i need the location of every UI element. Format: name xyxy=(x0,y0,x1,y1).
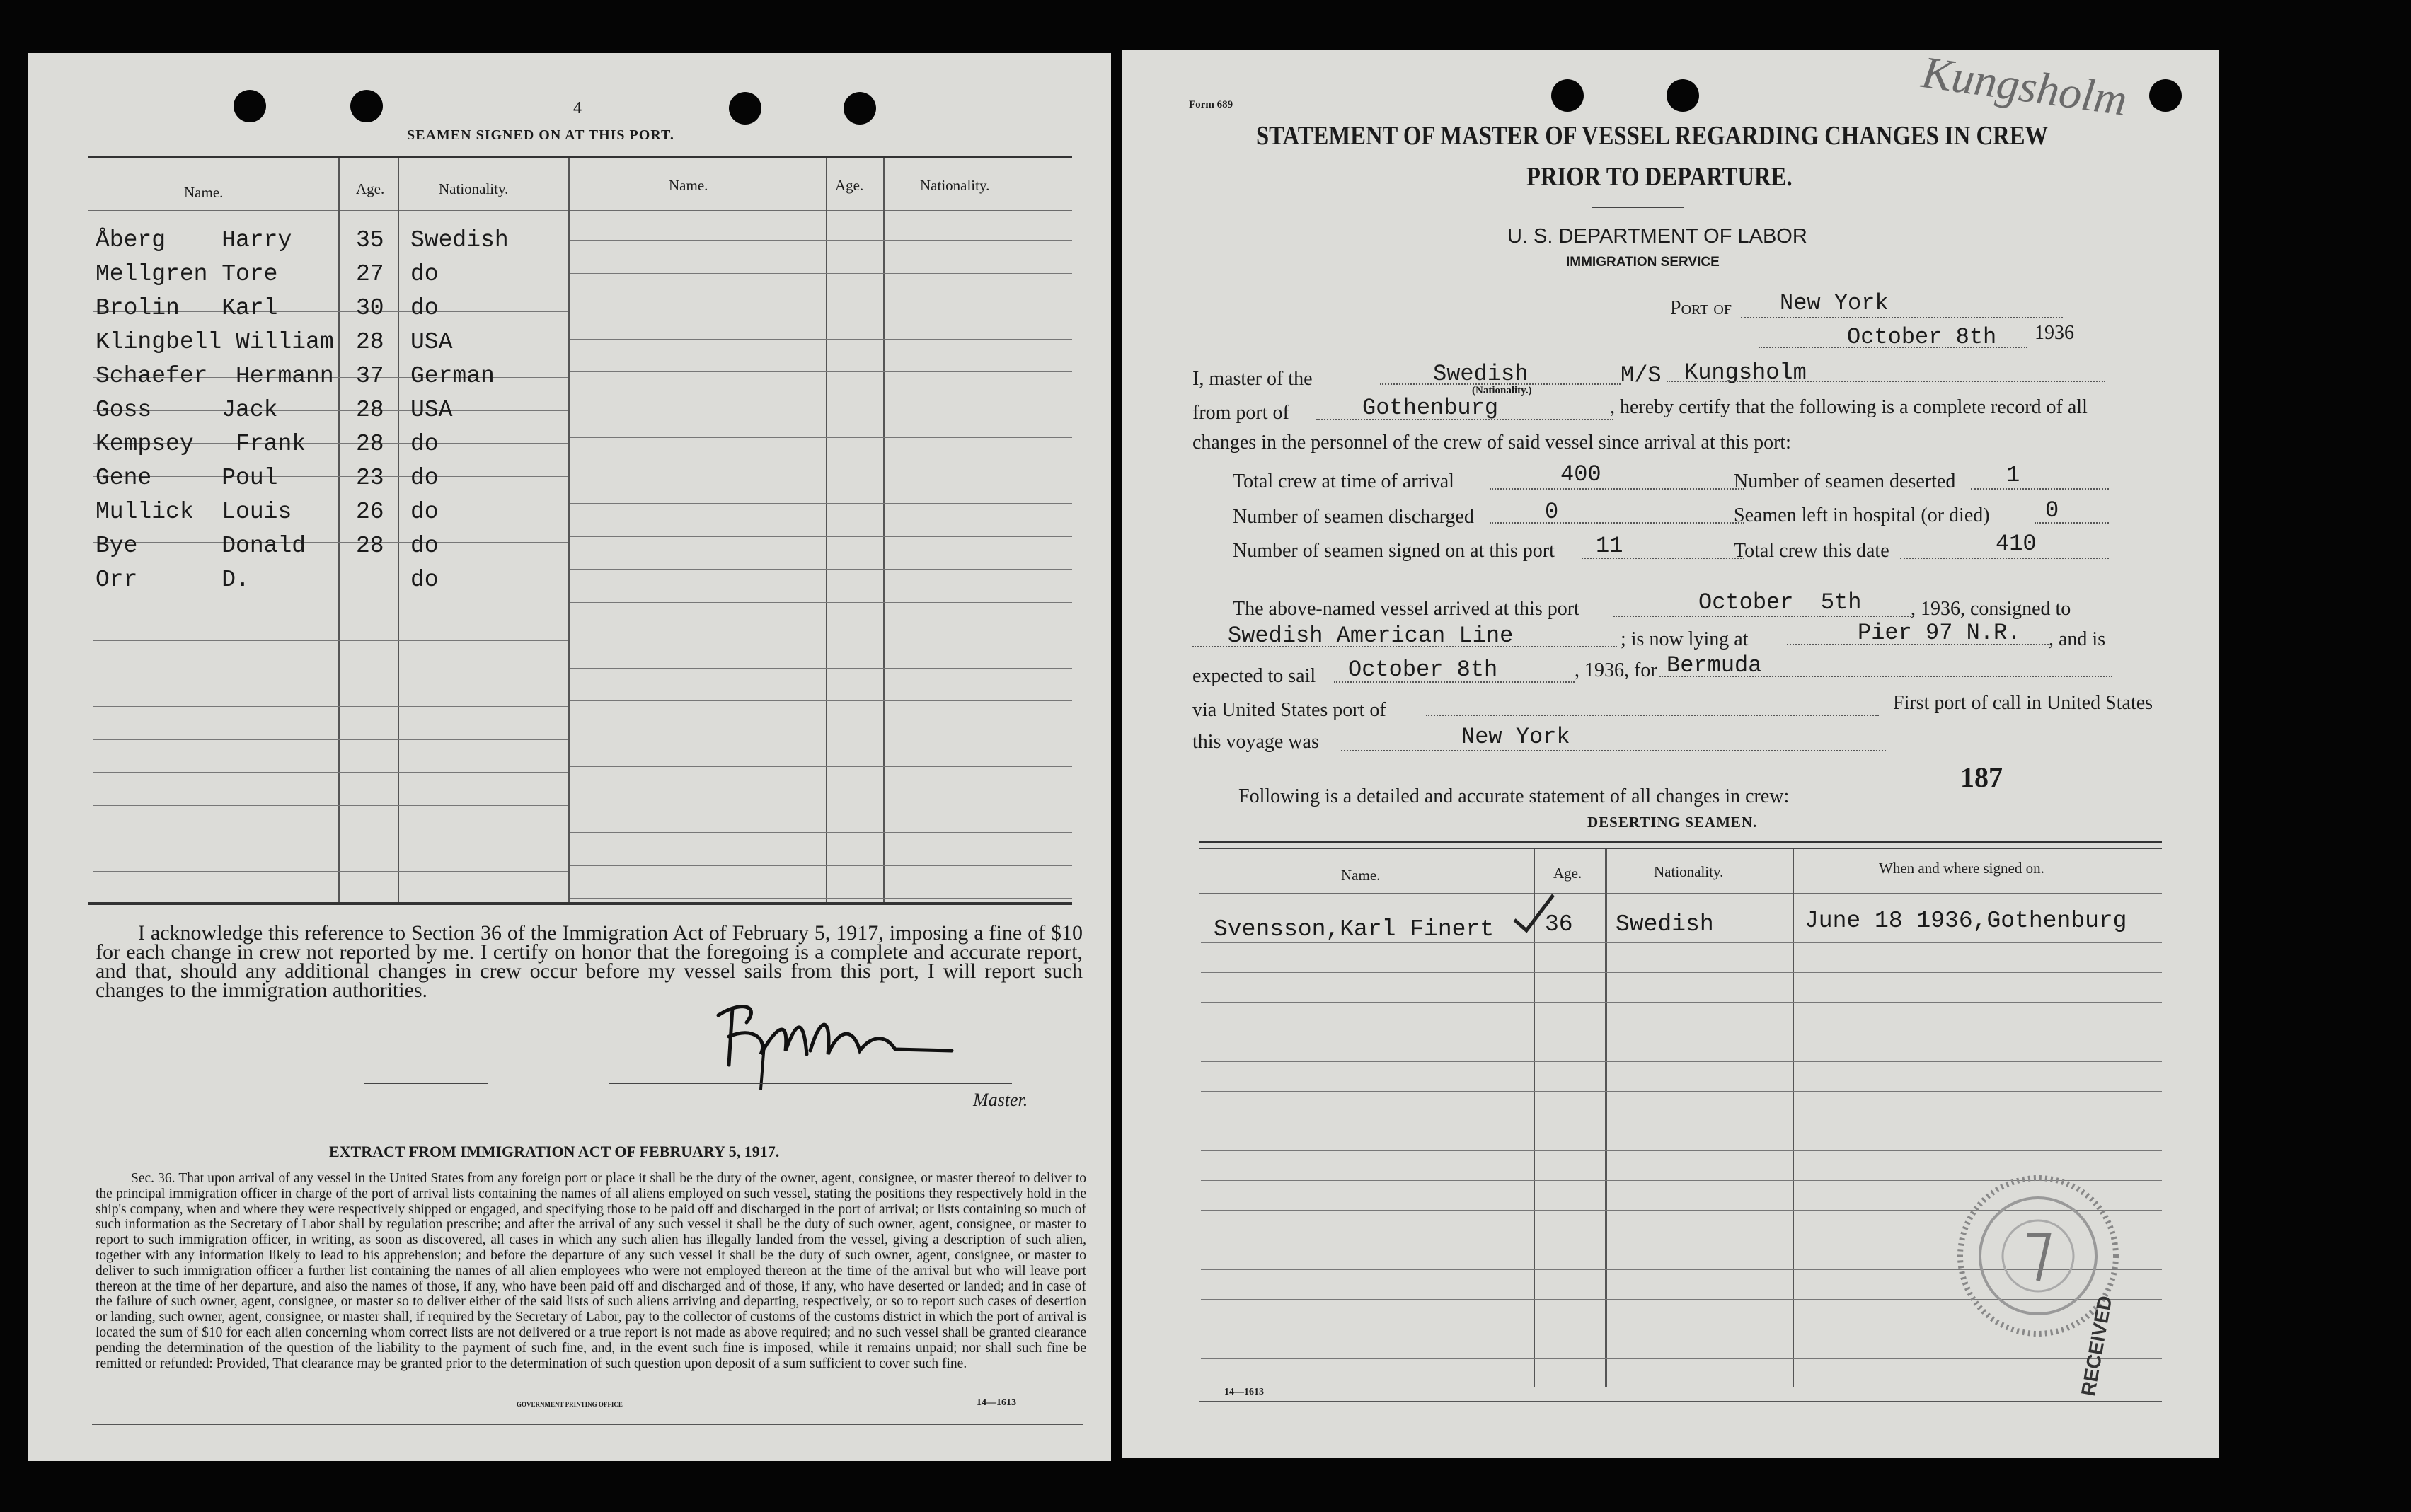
deserted-label: Number of seamen deserted xyxy=(1734,471,1956,492)
master-signature xyxy=(697,987,980,1093)
deserted-value: 1 xyxy=(2006,462,2020,488)
crew-age: 37 xyxy=(356,363,384,389)
vessel-name: Kungsholm xyxy=(1684,359,1807,386)
and-is-label: , and is xyxy=(2049,628,2106,650)
consignee-value: Swedish American Line xyxy=(1228,623,1514,649)
deserter-nationality: Swedish xyxy=(1616,911,1714,937)
crew-name: Åberg Harry xyxy=(96,227,292,253)
arrived-label: The above-named vessel arrived at this port xyxy=(1233,598,1579,620)
crew-age: 30 xyxy=(356,295,384,321)
left-page xyxy=(28,53,1111,1461)
destination-value: Bermuda xyxy=(1667,652,1762,679)
nationality-value: Swedish xyxy=(1433,361,1529,387)
crew-nationality: USA xyxy=(410,397,453,423)
acknowledgment-text: I acknowledge this reference to Section 36 of the Immigration Act of February 5, 1917, imposing a fine of $10 for each change in crew not reported by me. I certify on honor that the foregoing is a complete and accurate report, and that, should any additional changes in crew occur before my vessel sails from this port, I will report such changes to the immigration authorities. xyxy=(96,921,1083,1002)
crew-age: 28 xyxy=(356,329,384,355)
arrived-value: October 5th xyxy=(1698,589,1862,616)
received-stamp-text: RECEIVED xyxy=(2077,1294,2117,1398)
deserter-age: 36 xyxy=(1545,911,1573,937)
crew-nationality: do xyxy=(410,261,439,287)
deserter-signed-on: June 18 1936,Gothenburg xyxy=(1805,908,2127,934)
col-header-nationality-2: Nationality. xyxy=(920,177,990,194)
master-label: Master. xyxy=(973,1090,1028,1110)
crew-nationality: German xyxy=(410,363,495,389)
crew-nationality: do xyxy=(410,465,439,491)
signed-on-label: Number of seamen signed on at this port xyxy=(1233,540,1555,562)
crew-name: Gene Poul xyxy=(96,465,278,491)
form-title-line1: STATEMENT OF MASTER OF VESSEL REGARDING CHANGES IN CREW xyxy=(1256,121,2049,151)
crew-age: 35 xyxy=(356,227,384,253)
nationality-caption: (Nationality.) xyxy=(1472,385,1532,396)
hospital-label: Seamen left in hospital (or died) xyxy=(1734,504,1990,526)
hospital-value: 0 xyxy=(2045,497,2059,524)
changes-text: changes in the personnel of the crew of said vessel since arrival at this port: xyxy=(1192,432,1791,454)
form-code-right: 14—1613 xyxy=(1224,1387,1264,1397)
following-text: Following is a detailed and accurate statement of all changes in crew: xyxy=(1238,785,1790,807)
master-of-label: I, master of the xyxy=(1192,368,1313,390)
crew-name: Goss Jack xyxy=(96,397,278,423)
page-number: 4 xyxy=(573,99,582,117)
crew-name: Brolin Karl xyxy=(96,295,278,321)
port-label: Port of xyxy=(1670,297,1732,319)
form-number: Form 689 xyxy=(1189,99,1233,110)
punch-hole xyxy=(729,92,761,125)
certify-text: , hereby certify that the following is a complete record of all xyxy=(1610,396,2088,418)
col-header-age-2: Age. xyxy=(835,177,864,194)
total-crew-date-value: 410 xyxy=(1996,531,2037,557)
first-port-label: First port of call in United States xyxy=(1893,692,2153,714)
crew-age: 23 xyxy=(356,465,384,491)
via-label: via United States port of xyxy=(1192,699,1386,721)
punch-hole xyxy=(234,90,266,122)
punch-hole xyxy=(1667,79,1699,112)
crew-nationality: Swedish xyxy=(410,227,509,253)
voyage-label: this voyage was xyxy=(1192,731,1319,753)
punch-hole xyxy=(2149,79,2182,112)
desert-col-nationality: Nationality. xyxy=(1654,863,1724,880)
col-header-nationality: Nationality. xyxy=(439,180,509,197)
vessel-prefix: M/S xyxy=(1621,362,1662,388)
crew-nationality: do xyxy=(410,499,439,525)
table-title: SEAMEN SIGNED ON AT THIS PORT. xyxy=(407,127,674,143)
signed-on-value: 11 xyxy=(1596,533,1623,559)
expected-value: October 8th xyxy=(1348,657,1498,683)
crew-name: Kempsey Frank xyxy=(96,431,306,457)
extract-title: EXTRACT FROM IMMIGRATION ACT OF FEBRUARY 5, 1917. xyxy=(329,1143,780,1160)
from-port-value: Gothenburg xyxy=(1362,395,1499,421)
crew-nationality: do xyxy=(410,567,439,593)
lying-value: Pier 97 N.R. xyxy=(1858,620,2021,646)
desert-col-signed: When and where signed on. xyxy=(1879,860,2044,877)
form-title-line2: PRIOR TO DEPARTURE. xyxy=(1526,162,1793,192)
col-header-age: Age. xyxy=(356,180,385,197)
voyage-value: New York xyxy=(1461,724,1570,750)
deserter-name: Svensson,Karl Finert xyxy=(1214,916,1495,942)
crew-age: 28 xyxy=(356,533,384,559)
punch-hole xyxy=(350,90,383,122)
col-header-name: Name. xyxy=(184,184,224,201)
total-crew-arrival-label: Total crew at time of arrival xyxy=(1233,471,1454,492)
lying-label: ; is now lying at xyxy=(1621,628,1749,650)
crew-name: Orr D. xyxy=(96,567,250,593)
crew-name: Mellgren Tore xyxy=(96,261,278,287)
date-value: October 8th xyxy=(1847,324,1997,350)
discharged-value: 0 xyxy=(1545,499,1559,525)
from-port-label: from port of xyxy=(1192,402,1289,424)
total-crew-date-label: Total crew this date xyxy=(1734,540,1889,562)
discharged-label: Number of seamen discharged xyxy=(1233,506,1474,528)
crew-age: 28 xyxy=(356,397,384,423)
form-code: 14—1613 xyxy=(977,1397,1016,1408)
expected-label: expected to sail xyxy=(1192,665,1316,687)
crew-nationality: do xyxy=(410,295,439,321)
total-crew-arrival-value: 400 xyxy=(1560,461,1601,487)
desert-col-age: Age. xyxy=(1553,865,1582,882)
service: IMMIGRATION SERVICE xyxy=(1566,255,1720,270)
crew-name: Bye Donald xyxy=(96,533,306,559)
handwritten-vessel-name: Kungsholm xyxy=(1918,47,2131,125)
crew-age: 27 xyxy=(356,261,384,287)
arrived-year: , 1936, consigned to xyxy=(1911,598,2071,620)
expected-year: , 1936, for xyxy=(1575,659,1657,681)
crew-age: 26 xyxy=(356,499,384,525)
punch-hole xyxy=(1551,79,1584,112)
sheet-number: 187 xyxy=(1960,761,2003,793)
right-page xyxy=(1122,47,2219,1458)
crew-name: Mullick Louis xyxy=(96,499,292,525)
punch-hole xyxy=(844,92,876,125)
crew-nationality: do xyxy=(410,431,439,457)
crew-name: Schaefer Hermann xyxy=(96,363,334,389)
crew-nationality: USA xyxy=(410,329,453,355)
crew-name: Klingbell William xyxy=(96,329,334,355)
col-header-name-2: Name. xyxy=(669,177,708,194)
desert-col-name: Name. xyxy=(1341,867,1381,884)
crew-nationality: do xyxy=(410,533,439,559)
extract-text: Sec. 36. That upon arrival of any vessel in the United States from any foreign port or place it shall be the duty of the owner, agent, consignee, or master thereof to deliver to the principal immigration officer in charge of the port of arrival lists containing the names of all aliens employed on such vessel, stating the positions they respectively hold in the ship's company, when and where they were respectively shipped or engaged, and specifying those to be paid off and discharged in the port of arrival; or lists containing so much of such information as the Secretary of Labor shall by regulation prescribe; and after the arrival of any such vessel it shall be the duty of such owner, agent, consignee, or master to report to such immigration officer, in writing, as soon as discovered, all cases in which any such alien has illegally landed from the vessel, giving a description of such alien, together with any information likely to lead to his apprehension; and before the departure of any such vessel it shall be the duty of such owner, agent, consignee, or master to deliver to such immigration officer a further list containing the names of all alien employees who were not employed thereon at the time of the arrival but who will leave port thereon at the time of her departure, and also the names of those, if any, who have been paid off and discharged and of those, if any, who have deserted or landed; and in case of the failure of such owner, agent, consignee, or master so to deliver either of the said lists of such aliens arriving and departing, respectively, or so to report such cases of desertion or landing, such owner, agent, consignee, or master shall, if required by the Secretary of Labor, pay to the collector of customs of the customs district in which the port of arrival is located the sum of $10 for each alien concerning whom correct lists are not delivered or a true report is not made as above required; and no such vessel shall be granted clearance pending the determination of the question of the liability to the payment of such fine, and, in the event such fine is imposed, while it remains unpaid; nor shall such fine be remitted or refunded: Provided, That clearance may be granted prior to the determination of such question upon deposit of a sum sufficient to cover such fine. xyxy=(96,1171,1086,1371)
printer-text: GOVERNMENT PRINTING OFFICE xyxy=(517,1401,623,1408)
deserting-title: DESERTING SEAMEN. xyxy=(1587,814,1758,831)
crew-age: 28 xyxy=(356,431,384,457)
year: 1936 xyxy=(2035,322,2074,344)
department: U. S. DEPARTMENT OF LABOR xyxy=(1507,225,1807,248)
port-value: New York xyxy=(1780,290,1889,316)
